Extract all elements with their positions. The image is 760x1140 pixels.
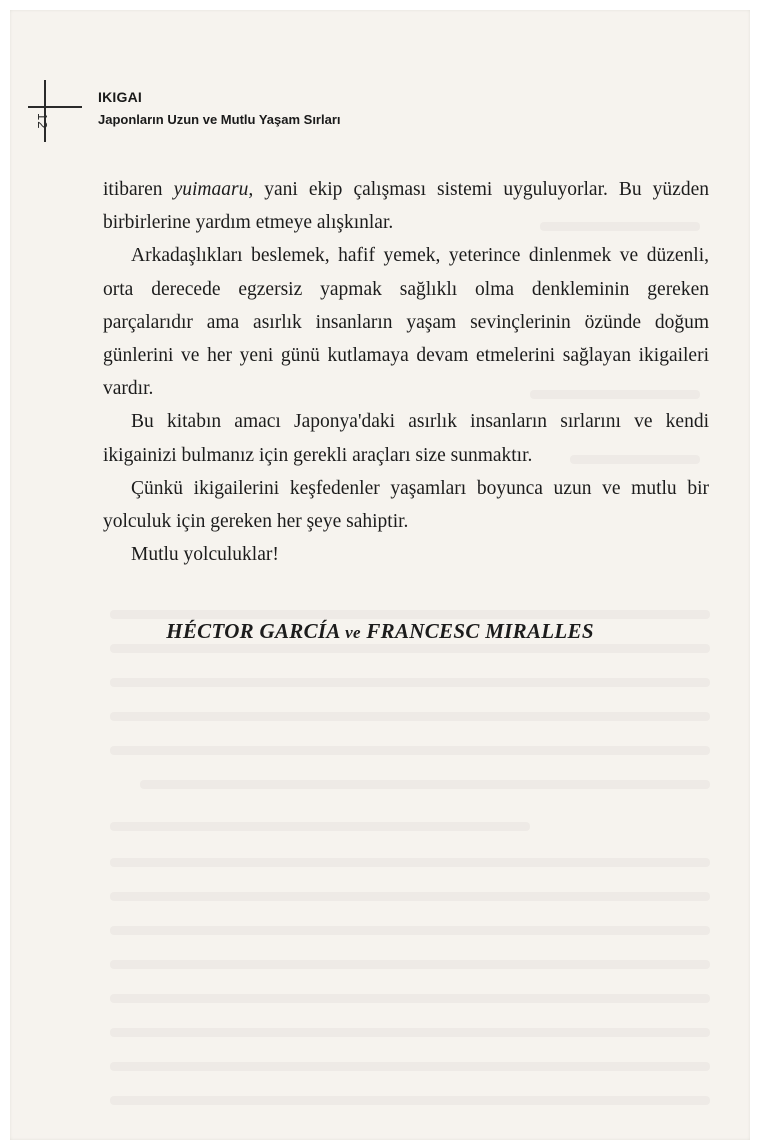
paragraph-4: Çünkü ikigailerini keşfedenler yaşamları boyunca uzun ve mutlu bir yolculuk için gereken her şeye sahiptir. xyxy=(103,477,709,533)
book-title: IKIGAI xyxy=(98,89,142,105)
paragraph-1 xyxy=(103,173,709,239)
running-header xyxy=(98,88,341,129)
book-subtitle: Japonların Uzun ve Mutlu Yaşam Sırları xyxy=(98,112,341,127)
paragraph-3: Bu kitabın amacı Japonya'daki asırlık insanların sırlarını ve kendi ikigainizi bulmanız için gerekli araçları size sunmaktır. xyxy=(103,411,709,466)
paragraph-1-end: yani ekip çalışması sistemi uyguluyorlar. Bu yüzden birbirlerine yardım etmeye alışkınlar. xyxy=(103,179,709,234)
paragraph-2: Arkadaşlıkları beslemek, hafif yemek, yeterince dinlenmek ve düzenli, orta derecede egzersiz yapmak sağlıklı olma denkleminin gereken parçalarıdır ama asırlık insanların yaşam sevinçlerinin özünde doğum günlerini ve her yeni günü kutlamaya devam etmelerini sağlayan ikigaileri vardır. xyxy=(103,245,709,400)
author-2: FRANCESC MIRALLES xyxy=(366,619,594,643)
author-1: HÉCTOR GARCÍA xyxy=(166,619,340,643)
book-page xyxy=(10,10,750,1140)
author-connector: ve xyxy=(345,623,361,642)
paragraph-1-start: itibaren xyxy=(103,179,174,200)
page-number: 12 xyxy=(35,113,50,130)
paragraph-5: Mutlu yolculuklar! xyxy=(131,544,279,566)
crosshair-mark-horizontal xyxy=(28,106,82,108)
body-text xyxy=(103,173,709,571)
paragraph-1-italic-term: yuimaaru, xyxy=(173,179,254,200)
author-signature xyxy=(10,619,750,644)
crosshair-mark-vertical xyxy=(44,80,46,142)
